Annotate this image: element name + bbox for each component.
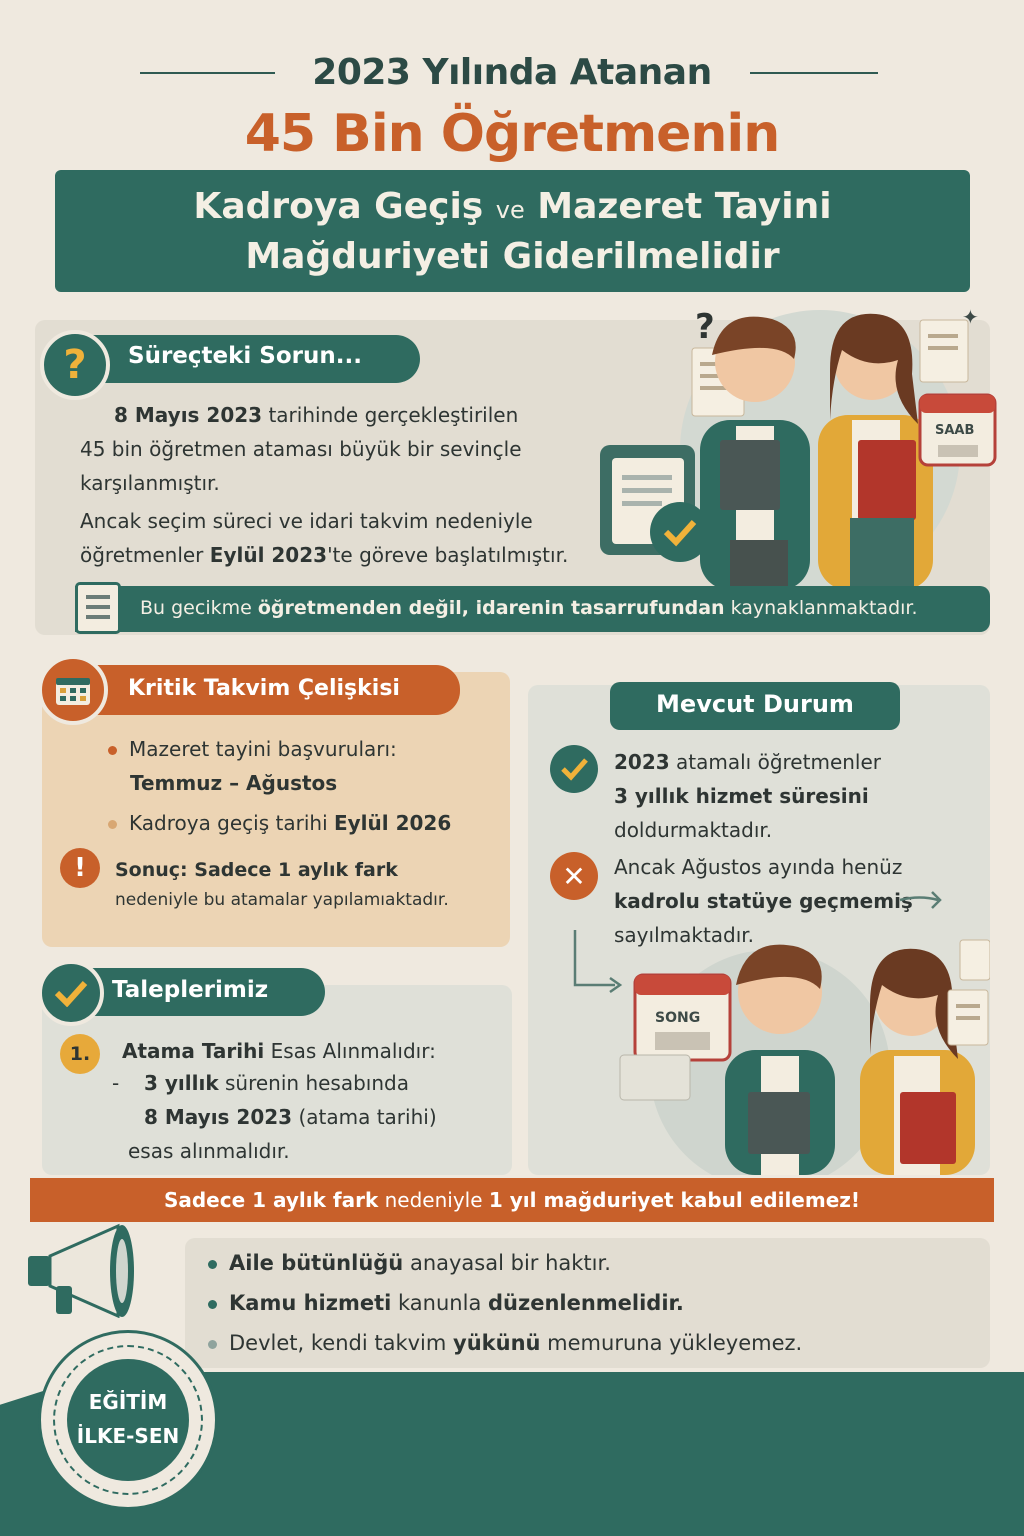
teachers-illustration-bottom [560,880,990,1175]
principle1-bold: Aile bütünlüğü [229,1251,404,1275]
conflict-item-2 [108,806,488,840]
demand-item-2 [144,1066,504,1134]
calendar-label-bottom: SONG [655,1010,701,1026]
document-icon [75,582,121,634]
principle-1 [208,1246,968,1280]
problem-p2-date: Eylül 2023 [209,543,328,567]
problem-p2-a: öğretmenler [80,543,204,567]
megaphone-icon [18,1218,158,1318]
banner-text-ve: ve [495,196,525,224]
current-item2-line1: Ancak Ağustos ayında henüz [614,855,903,879]
svg-text:✦: ✦ [962,305,979,329]
seal-line1: EĞİTİM [88,1390,168,1414]
demand-item3-rest: (atama tarihi) [298,1105,437,1129]
stripe-text-b: nedeniyle [384,1188,483,1212]
problem-p1-line3: karşılanmıştır. [80,471,220,495]
bullet-dot [208,1340,217,1349]
problem-p1-line2: 45 bin öğretmen ataması büyük bir sevinçle [80,437,522,461]
bullet-dot [208,1260,217,1269]
union-seal [38,1330,218,1510]
conflict-item1-line2: Temmuz – Ağustos [130,771,338,795]
warning-icon: ! [60,848,100,888]
bullet-dot [108,746,117,755]
question-icon: ? [40,330,110,400]
problem-title: Süreçteki Sorun... [128,343,362,369]
calendar-label-top: SAAB [935,423,975,438]
slogan-stripe [30,1178,994,1222]
demand-dash: - [112,1071,120,1095]
banner-line1 [55,186,970,227]
demand-item1-rest: Esas Alınmalıdır: [270,1039,436,1063]
principle1-rest: anayasal bir haktır. [409,1251,611,1275]
conflict-result-rest: nedeniyle bu atamalar yapılamıaktadır. [115,890,449,910]
page-title: 45 Bin Öğretmenin [244,104,780,164]
conflict-result-bold: Sonuç: Sadece 1 aylık fark [115,859,398,881]
problem-note [140,597,980,619]
problem-p2-b: 'te göreve başlatılmıştır. [327,543,569,567]
current-item1-rest: atamalı öğretmenler [676,750,882,774]
problem-p1-rest: tarihinde gerçekleştirilen [268,403,519,427]
teachers-illustration-top [590,300,1000,600]
conflict-item2-a: Kadroya geçiş tarihi [129,811,328,835]
bullet-dot [108,820,117,829]
principle-3 [208,1326,968,1360]
conflict-item2-bold: Eylül 2026 [333,811,452,835]
current-item1-line2: 3 yıllık hizmet süresini [614,784,869,808]
demands-check-icon [38,960,104,1026]
header-line1: 2023 Yılında Atanan [312,52,712,93]
current-item-1 [614,745,974,847]
problem-date: 8 Mayıs 2023 [114,403,263,427]
demands-title: Taleplerimiz [112,977,269,1003]
problem-paragraph-1 [80,398,600,500]
demand-item2-rest: sürenin hesabında [225,1071,409,1095]
principle2-bold: Kamu hizmeti [229,1291,392,1315]
principle2-mid: kanunla [398,1291,482,1315]
principle-2 [208,1286,968,1320]
demand-item2-bold: 3 yıllık [144,1071,219,1095]
stripe-text-a: Sadece 1 aylık fark [163,1188,379,1212]
principle2-bold2: düzenlenmelidir. [488,1291,684,1315]
demand-item3-bold: 8 Mayıs 2023 [144,1105,293,1129]
conflict-item-1 [108,732,488,800]
note-text-bold: öğretmenden değil, idarenin tasarrufundan [257,597,725,619]
cross-icon: ✕ [550,852,598,900]
conflict-result [115,855,505,915]
current-title: Mevcut Durum [656,690,854,718]
seal-line2: İLKE-SEN [76,1424,180,1448]
demand-item1-bold: Atama Tarihi [122,1039,265,1063]
banner-text-b: Mazeret Tayini [537,186,832,227]
demand-item-1 [122,1034,502,1068]
principle3-rest: memuruna yükleyemez. [547,1331,803,1355]
problem-p2-line1: Ancak seçim süreci ve idari takvim nedeniyle [80,509,533,533]
problem-paragraph-2 [80,504,620,572]
note-text-a: Bu gecikme [140,597,252,619]
title-banner [55,170,970,292]
number-badge: 1. [60,1034,100,1074]
principle3-pre: Devlet, kendi takvim [229,1331,447,1355]
calendar-icon [38,655,108,725]
principle3-bold: yükünü [453,1331,541,1355]
stripe-text-c: 1 yıl mağduriyet kabul edilemez! [488,1188,861,1212]
current-item1-line3: doldurmaktadır. [614,818,773,842]
current-item1-bold: 2023 [614,750,670,774]
current-item2-line3: sayılmaktadır. [614,923,755,947]
svg-text:?: ? [695,307,715,347]
banner-line2: Mağduriyeti Giderilmelidir [245,236,780,277]
current-item2-line2: kadrolu statüye geçmemiş [614,889,913,913]
bullet-dot [208,1300,217,1309]
demand-item-4: esas alınmalıdır. [128,1139,290,1163]
banner-text-a: Kadroya Geçiş [193,186,484,227]
note-text-b: kaynaklanmaktadır. [730,597,918,619]
conflict-item1-line1: Mazeret tayini başvuruları: [129,737,397,761]
conflict-title: Kritik Takvim Çelişkisi [128,676,400,701]
check-icon [550,745,598,793]
